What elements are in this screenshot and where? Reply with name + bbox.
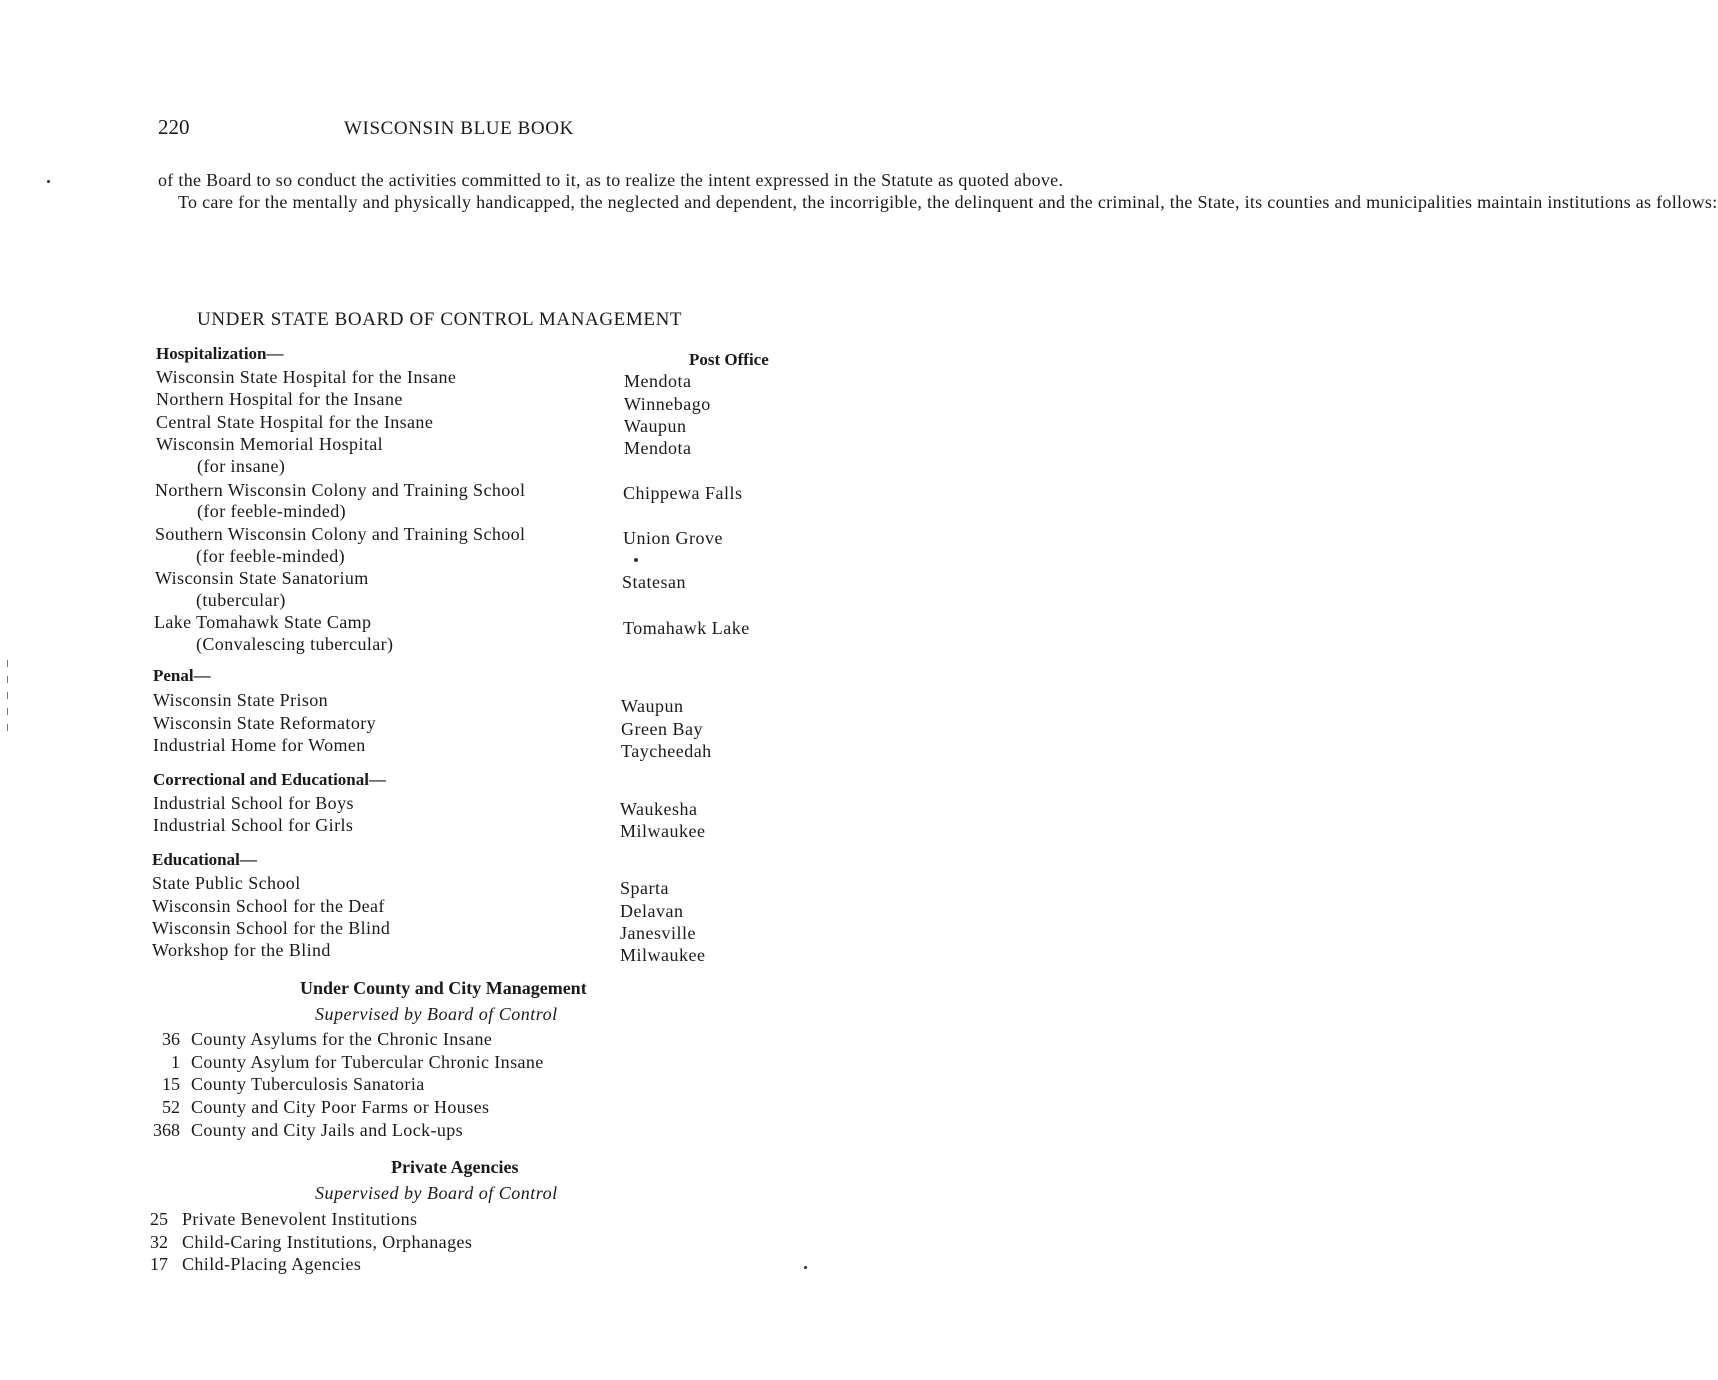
count: 25 [150, 1209, 168, 1229]
post-office: Delavan [620, 901, 684, 921]
list-item-label: County and City Poor Farms or Houses [191, 1097, 490, 1117]
post-office: Waupun [621, 696, 684, 716]
count: 17 [150, 1254, 168, 1274]
post-office: Mendota [624, 371, 692, 391]
list-item-label: County and City Jails and Lock-ups [191, 1120, 464, 1140]
scan-mark [7, 692, 8, 699]
count: 15 [162, 1074, 180, 1094]
institution-name: Wisconsin School for the Deaf [152, 896, 385, 916]
institution-name: Wisconsin State Sanatorium [155, 568, 369, 588]
institution-name: Industrial Home for Women [153, 735, 366, 755]
count: 36 [162, 1029, 180, 1049]
institution-note: (Convalescing tubercular) [196, 634, 394, 654]
institution-name: State Public School [152, 873, 301, 893]
subheading-private-agencies: Supervised by Board of Control [315, 1183, 558, 1203]
scan-speck [47, 180, 50, 183]
post-office: Janesville [620, 923, 696, 943]
institution-name: Wisconsin Memorial Hospital [156, 434, 384, 454]
heading-county-city: Under County and City Management [300, 978, 587, 998]
intro-paragraph: To care for the mentally and physically handicapped, the neglected and dependent, the incorrigible, the delinquent and the criminal, the State, its counties and municipalities maintain institutions as follows: [178, 192, 1718, 212]
institution-name: Lake Tomahawk State Camp [154, 612, 372, 632]
heading-private-agencies: Private Agencies [391, 1157, 519, 1177]
page-number: 220 [158, 115, 190, 139]
section-title-state-board: UNDER STATE BOARD OF CONTROL MANAGEMENT [197, 309, 683, 330]
scan-mark [7, 708, 8, 715]
heading-penal: Penal— [153, 666, 211, 685]
post-office-header: Post Office [689, 350, 769, 369]
institution-name: Wisconsin State Hospital for the Insane [156, 367, 457, 387]
institution-note: (tubercular) [196, 590, 286, 610]
post-office: Green Bay [621, 719, 703, 739]
list-item-label: Private Benevolent Institutions [182, 1209, 418, 1229]
post-office: Waupun [624, 416, 687, 436]
list-item-label: Child-Caring Institutions, Orphanages [182, 1232, 473, 1252]
post-office: Mendota [624, 438, 692, 458]
scan-speck [634, 558, 638, 562]
count: 1 [171, 1052, 180, 1072]
heading-correctional: Correctional and Educational— [153, 770, 386, 789]
list-item-label: County Asylum for Tubercular Chronic Insane [191, 1052, 544, 1072]
institution-name: Southern Wisconsin Colony and Training School [155, 524, 526, 544]
post-office: Tomahawk Lake [623, 618, 750, 638]
scan-mark [7, 676, 8, 683]
list-item-label: County Tuberculosis Sanatoria [191, 1074, 425, 1094]
post-office: Taycheedah [621, 741, 712, 761]
count: 52 [162, 1097, 180, 1117]
institution-note: (for insane) [197, 456, 286, 476]
post-office: Chippewa Falls [623, 483, 743, 503]
institution-name: Industrial School for Boys [153, 793, 354, 813]
count: 368 [153, 1120, 180, 1140]
count: 32 [150, 1232, 168, 1252]
institution-name: Wisconsin State Prison [153, 690, 329, 710]
post-office: Winnebago [624, 394, 711, 414]
list-item-label: County Asylums for the Chronic Insane [191, 1029, 493, 1049]
institution-name: Northern Wisconsin Colony and Training School [155, 480, 526, 500]
list-item-label: Child-Placing Agencies [182, 1254, 362, 1274]
running-title: WISCONSIN BLUE BOOK [344, 118, 574, 139]
heading-educational: Educational— [152, 850, 257, 869]
institution-name: Industrial School for Girls [153, 815, 354, 835]
institution-note: (for feeble-minded) [197, 501, 347, 521]
institution-note: (for feeble-minded) [196, 546, 346, 566]
institution-name: Wisconsin State Reformatory [153, 713, 377, 733]
institution-name: Central State Hospital for the Insane [156, 412, 434, 432]
institution-name: Wisconsin School for the Blind [152, 918, 391, 938]
institution-name: Northern Hospital for the Insane [156, 389, 403, 409]
post-office: Sparta [620, 878, 669, 898]
post-office: Statesan [622, 572, 686, 592]
post-office: Union Grove [623, 528, 723, 548]
intro-continuation: of the Board to so conduct the activities committed to it, as to realize the intent expressed in the Statute as quoted above. [158, 170, 1064, 190]
post-office: Milwaukee [620, 821, 706, 841]
institution-name: Workshop for the Blind [152, 940, 331, 960]
intro-text [158, 169, 1718, 213]
scan-mark [7, 724, 8, 731]
scan-mark [7, 660, 8, 667]
scan-speck [804, 1266, 807, 1269]
heading-hospitalization: Hospitalization— [156, 344, 284, 363]
post-office: Milwaukee [620, 945, 706, 965]
subheading-county-city: Supervised by Board of Control [315, 1004, 558, 1024]
post-office: Waukesha [620, 799, 698, 819]
